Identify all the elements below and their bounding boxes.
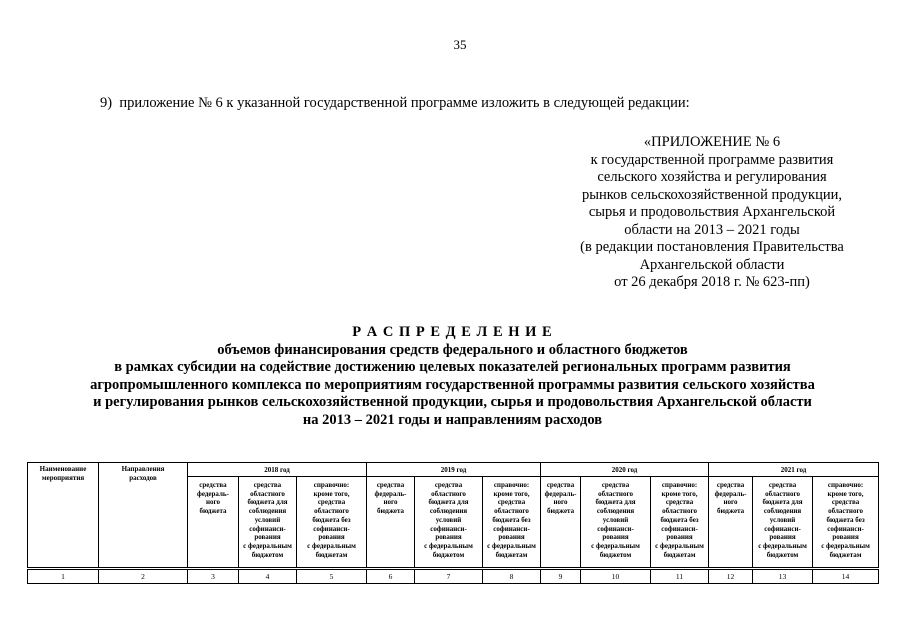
header-year-2021: 2021 год: [709, 463, 879, 477]
subheader-regional-extra: справочно: кроме того, средства областного бюджета без софинанси- рования с федеральным бюджетам: [651, 477, 709, 569]
intro-paragraph: 9) приложение № 6 к указанной государственной программе изложить в следующей редакции:: [100, 95, 690, 111]
column-number: 4: [239, 569, 297, 584]
subheader-regional-cofinancing: средства областного бюджета для соблюдения условий софинанси- рования с федеральным бюджетом: [415, 477, 483, 569]
document-title: [0, 324, 905, 429]
column-number: 12: [709, 569, 753, 584]
subheader-federal-funds: средства федераль- ного бюджета: [541, 477, 581, 569]
appendix-reference-block: [552, 134, 872, 292]
header-event-name: Наименование мероприятия: [28, 463, 99, 569]
appendix-line: «ПРИЛОЖЕНИЕ № 6: [643, 134, 781, 150]
appendix-line: сырья и продовольствия Архангельской: [588, 204, 836, 220]
subheader-regional-cofinancing: средства областного бюджета для соблюдения условий софинанси- рования с федеральным бюджетом: [581, 477, 651, 569]
subheader-federal-funds: средства федераль- ного бюджета: [188, 477, 239, 569]
title-line: агропромышленного комплекса по мероприятиям государственной программы развития сельского хозяйства: [90, 376, 815, 393]
appendix-line: области на 2013 – 2021 годы: [624, 221, 800, 238]
subheader-federal-funds: средства федераль- ного бюджета: [709, 477, 753, 569]
subheader-regional-cofinancing: средства областного бюджета для соблюдения условий софинанси- рования с федеральным бюджетом: [239, 477, 297, 569]
column-number: 2: [99, 569, 188, 584]
subheader-regional-extra: справочно: кроме того, средства областного бюджета без софинанси- рования с федеральным бюджетам: [483, 477, 541, 569]
column-number: 13: [753, 569, 813, 584]
column-number: 10: [581, 569, 651, 584]
subheader-regional-extra: справочно: кроме того, средства областного бюджета без софинанси- рования с федеральным бюджетам: [297, 477, 367, 569]
table-header-row-years: [28, 463, 879, 477]
appendix-line: к государственной программе развития: [590, 151, 834, 168]
column-number-row: [28, 569, 879, 584]
header-expense-directions: Направления расходов: [99, 463, 188, 569]
column-number: 11: [651, 569, 709, 584]
column-number: 8: [483, 569, 541, 584]
subheader-federal-funds: средства федераль- ного бюджета: [367, 477, 415, 569]
appendix-line: от 26 декабря 2018 г. № 623-пп): [614, 274, 810, 290]
column-number: 9: [541, 569, 581, 584]
column-number: 6: [367, 569, 415, 584]
distribution-table: [27, 462, 879, 584]
appendix-line: рынков сельскохозяйственной продукции,: [582, 186, 842, 203]
appendix-line: (в редакции постановления Правительства: [580, 239, 844, 255]
title-line: в рамках субсидии на содействие достижению целевых показателей региональных программ развития: [114, 359, 791, 375]
appendix-line: сельского хозяйства и регулирования: [597, 169, 827, 185]
subheader-regional-extra: справочно: кроме того, средства областного бюджета без софинанси- рования с федеральным бюджетам: [813, 477, 879, 569]
column-number: 14: [813, 569, 879, 584]
subheader-regional-cofinancing: средства областного бюджета для соблюдения условий софинанси- рования с федеральным бюджетом: [753, 477, 813, 569]
title-line: объемов финансирования средств федерального и областного бюджетов: [217, 341, 688, 358]
title-line: и регулирования рынков сельскохозяйственной продукции, сырья и продовольствия Архангельской области: [93, 394, 812, 410]
column-number: 3: [188, 569, 239, 584]
header-year-2019: 2019 год: [367, 463, 541, 477]
column-number: 7: [415, 569, 483, 584]
column-number: 5: [297, 569, 367, 584]
header-year-2018: 2018 год: [188, 463, 367, 477]
title-line: на 2013 – 2021 годы и направлениям расходов: [302, 411, 603, 428]
appendix-line: Архангельской области: [639, 256, 785, 273]
header-year-2020: 2020 год: [541, 463, 709, 477]
page-number: 35: [453, 37, 467, 52]
column-number: 1: [28, 569, 99, 584]
title-heading: Р А С П Р Е Д Е Л Е Н И Е: [352, 324, 553, 340]
